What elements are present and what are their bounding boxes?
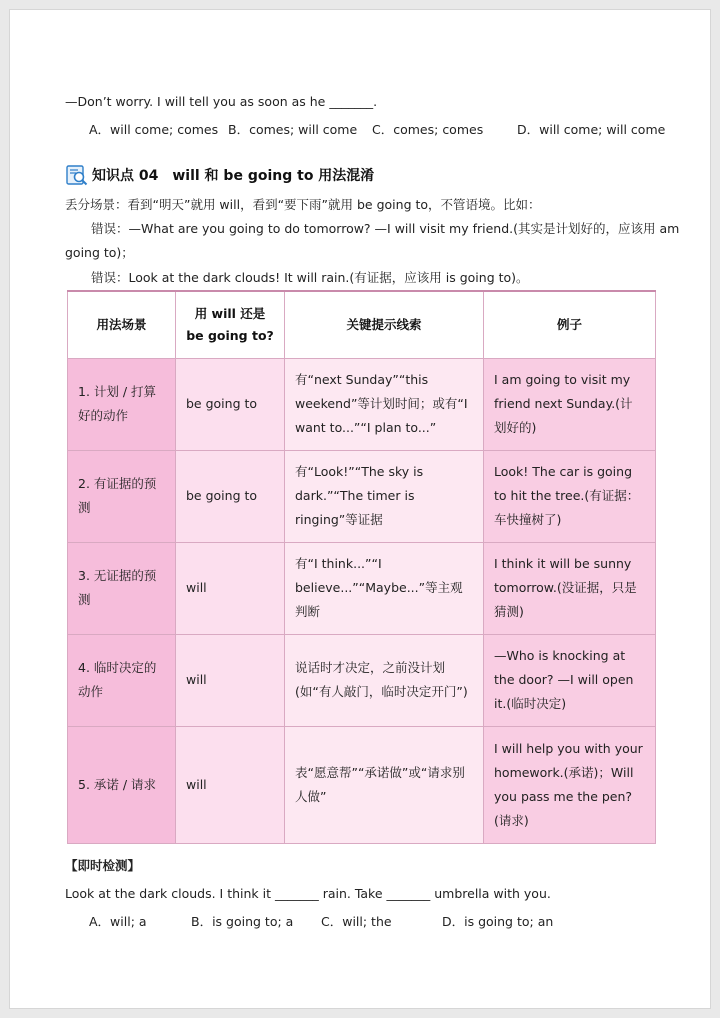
option-d: D．will come; will come	[517, 122, 666, 137]
table-header-row	[68, 291, 656, 358]
check-option-a: A．will; a	[89, 914, 147, 929]
question-stem: —Don’t worry. I will tell you as soon as he _______.	[65, 94, 378, 109]
table-row: 3. 无证据的预测 will 有“I think...”“I believe...”“Maybe...”等主观判断 I think it will be sunny tomorrow.(没证据，只是猜测)	[68, 542, 656, 634]
check-title: 【即时检测】	[65, 858, 141, 873]
note-line-4: 错误：Look at the dark clouds! It will rain.(有证据，应该用 is going to)。	[91, 270, 529, 285]
check-option-b: B．is going to; a	[191, 914, 294, 929]
header-examples: 例子	[484, 291, 656, 358]
table-row: 1. 计划 / 打算好的动作 be going to 有“next Sunday”“this weekend”等计划时间；或有“I want to...”“I plan to...” I am going to visit my friend next Sunday.(计划好的)	[68, 358, 656, 450]
section-title: 知识点 04 will 和 be going to 用法混淆	[92, 168, 375, 184]
table-row: 2. 有证据的预测 be going to 有“Look!”“The sky is dark.”“The timer is ringing”等证据 Look! The car is going to hit the tree.(有证据：车快撞树了)	[68, 450, 656, 542]
header-clues: 关键提示线索	[285, 291, 484, 358]
check-option-d: D．is going to; an	[442, 914, 554, 929]
check-option-c: C．will; the	[321, 914, 392, 929]
magnifier-book-icon	[66, 164, 88, 186]
header-choice: 用 will 还是 be going to?	[176, 291, 285, 358]
note-line-2: 错误：—What are you going to do tomorrow? —I will visit my friend.(其实是计划好的，应该用 am	[91, 221, 680, 236]
table-row: 5. 承诺 / 请求 will 表“愿意帮”“承诺做”或“请求别人做” I will help you with your homework.(承诺)；Will you pass me the pen?(请求)	[68, 726, 656, 843]
option-a: A．will come; comes	[89, 122, 219, 137]
note-line-3: going to)；	[65, 245, 134, 260]
option-c: C．comes; comes	[372, 122, 484, 137]
option-b: B．comes; will come	[228, 122, 358, 137]
section-heading	[66, 162, 374, 188]
header-scenario: 用法场景	[68, 291, 176, 358]
document-page	[9, 9, 711, 1009]
table-row: 4. 临时决定的动作 will 说话时才决定，之前没计划(如“有人敲门，临时决定开门”) —Who is knocking at the door? —I will open it.(临时决定)	[68, 634, 656, 726]
note-line-1: 丢分场景：看到“明天”就用 will，看到“要下雨”就用 be going to，不管语境。比如：	[65, 197, 541, 212]
usage-table	[67, 290, 656, 844]
check-stem: Look at the dark clouds. I think it _______ rain. Take _______ umbrella with you.	[65, 886, 551, 901]
